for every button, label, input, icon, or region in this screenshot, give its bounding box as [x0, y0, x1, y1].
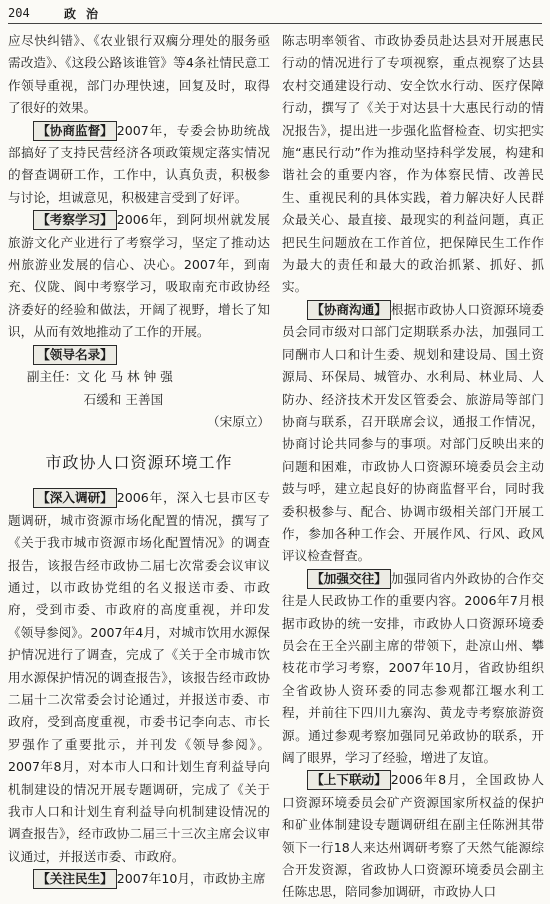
leader-names: 副主任：文 化 马 林 钟 强 [26, 369, 173, 385]
paragraph-text: 根据市政协人口资源环境委员会同市级对口部门定期联系办法，加强同工同酬市人口和计生委、规划和建设局、国土资源局、环保局、城管办、水利局、林业局、人防办、经济技术开发区管委会、旅游局等部门协商与联系，召开联席会议，通报工作情况，协商讨论共同参与的事项。对部门反映出来的问题和困难，市政协人口资源环境委员会主动鼓与呼，建立起良好的协商监督平台，同时我委积极参与、配合、协调市级相关部门开展工作，参加各种工作会、开展作风、行风、政风评议检查督查。 [282, 301, 544, 564]
paragraph-text: 2007年10月，市政协主席 [116, 871, 266, 887]
paragraph [282, 299, 544, 568]
page-number: 204 [8, 6, 30, 20]
section-tag: 【关注民生】 [33, 869, 117, 889]
paragraph-text: 加强同省内外政协的合作交往是人民政协工作的重要内容。2006年7月根据市政协的统一安排，市政协人口资源环境委员会在王全兴副主席的带领下，赴凉山州、攀枝花市学习考察，2007年10月，省政协组织全省政协人资环委的同志参观都江堰水利工程，并前往下四川九寨沟、黄龙寺考察旅游资源。通过参观考察加强同兄弟政协的联系，开阔了眼界，学习了经验，增进了友谊。 [282, 570, 544, 765]
paragraph: 陈志明率领省、市政协委员赴达县对开展惠民行动的情况进行了专项视察，重点视察了达县农村交通建设行动、安全饮水行动、医疗保障行动，撰写了《关于对达县十大惠民行动的情况报告》，提出进一步强化监督检查、切实把实施“惠民行动”作为推动坚持科学发展，构建和谐社会的重要内容，作为体察民情、改善民生、重视民利的具体实践，着力解决好人民群众最关心、最直接、最现实的利益问题，真正把民生问题放在工作首位，把保障民生工作作为最大的责任和最大的政治抓紧、抓好、抓实。 [282, 33, 544, 295]
paragraph [8, 487, 270, 868]
section-tag: 【深入调研】 [33, 488, 117, 508]
paragraph [8, 209, 270, 343]
leader-names: 石缓和 王善国 [83, 391, 164, 407]
section-tag: 【协商沟通】 [307, 300, 391, 320]
section-tag: 【加强交往】 [307, 569, 391, 589]
paragraph: 应尽快纠错》、《农业银行双瘸分理处的服务亟需改造》、《这段公路该谁管》等4条社情民意工作领导重视，部门办理快速，回复及时，取得了很好的效果。 [8, 33, 270, 116]
paragraph-text: 2006年8月，全国政协人口资源环境委员会矿产资源国家所权益的保护和矿业体制建设专题调研组在副主任陈洲其带领下一行18人来达州调研考察了天然气能源综合开发资源，省政协人口资源环境委员会副主任陈忠思，陪同参加调研，市政协人口 [282, 772, 544, 900]
paragraph [8, 868, 270, 890]
paragraph [8, 120, 270, 210]
page-header [8, 3, 542, 24]
paragraph-text: 2007年，专委会协助统战部搞好了支持民营经济各项政策规定落实情况的督查调研工作，工作中，认真负责，积极参与讨论，坦诚意见，积极建言受到了好评。 [8, 122, 270, 205]
paragraph-text: 2006年，到阿坝州就发展旅游文化产业进行了考察学习，坚定了推动达州旅游业发展的信心、决心。2007年，到南充、仪陇、阆中考察学习，吸取南充市政协经济委好的经验和做法，开阔了视野，增长了知识，从而有效地推动了工作的开展。 [8, 212, 270, 340]
section-tag: 【上下联动】 [307, 770, 391, 790]
paragraph [282, 769, 544, 903]
section-tag: 【协商监督】 [33, 121, 117, 141]
section-tag: 【考察学习】 [33, 210, 117, 230]
right-column [282, 30, 544, 904]
author-credit: （宋原立） [207, 413, 270, 429]
section-tag: 【领导名录】 [33, 345, 117, 365]
section-title: 政治 [64, 7, 109, 21]
paragraph [8, 344, 270, 366]
paragraph-text: 2006年，深入七县市区专题调研，城市资源市场化配置的情况，撰写了《关于我市城市资源市场化配置情况》的调查报告，该报告经市政协二届七次常委会议审议通过，以市政协党组的名义报送市委、市政府，受到市委、市政府的高度重视，并印发《领导参阅》。2007年4月，对城市饮用水源保护情况进行了调查，完成了《关于全市城市饮用水源保护情况的调查报告》，该报告经市政协二届十二次常委会讨论通过，并报送市委、市政府，受到高度重视，市委书记李向志、市长罗强作了重要批示，并刊发《领导参阅》。2007年8月，对本市人口和计划生育利益导向机制建设的情况开展专题调研，完成了《关于我市人口和计划生育利益导向机制建设情况的调查报告》，经市政协二届三十三次主席会议审议通过，并报送市委、市政府。 [8, 490, 270, 864]
left-column [8, 30, 270, 891]
article-title: 市政协人口资源环境工作 [45, 453, 233, 473]
paragraph [282, 568, 544, 770]
